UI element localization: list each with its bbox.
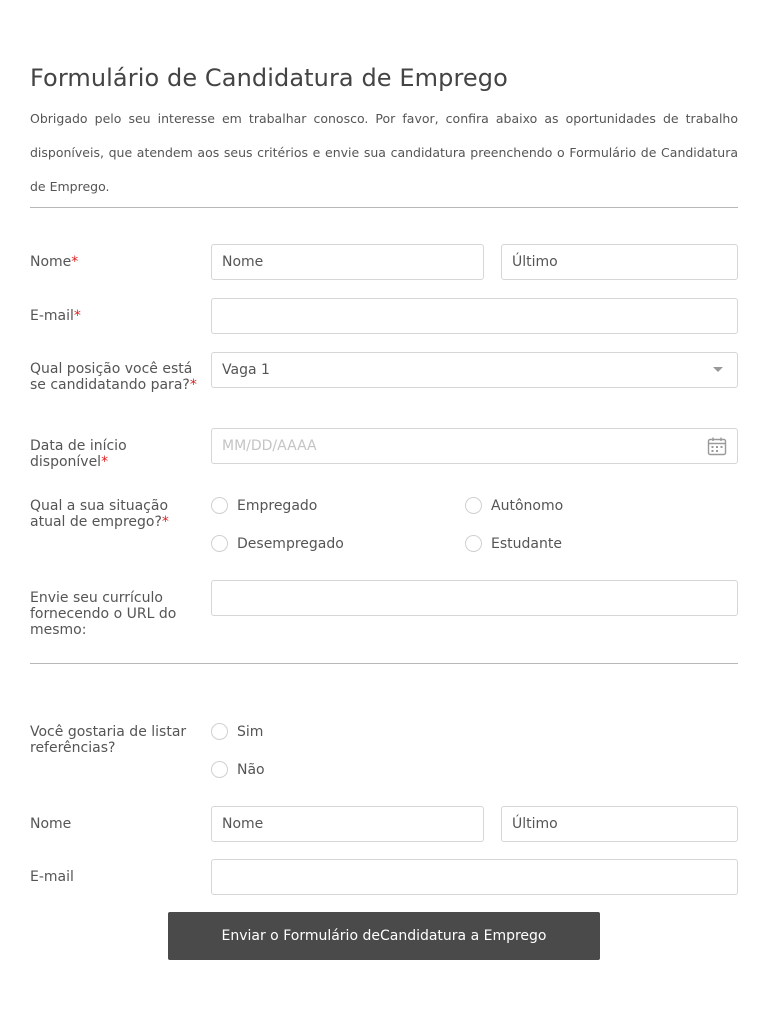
- radio-circle[interactable]: [465, 497, 482, 514]
- email-label: E-mail*: [30, 308, 81, 324]
- position-selected-value: Vaga 1: [222, 362, 270, 378]
- radio-autonomo[interactable]: Autônomo: [465, 497, 563, 514]
- email-input[interactable]: [211, 298, 738, 334]
- first-name-input[interactable]: Nome: [211, 244, 484, 280]
- ref-email-label: E-mail: [30, 869, 74, 885]
- last-name-input[interactable]: Último: [501, 244, 738, 280]
- start-date-placeholder: MM/DD/AAAA: [222, 438, 317, 454]
- radio-desempregado[interactable]: Desempregado: [211, 535, 344, 552]
- start-date-label: Data de início disponível*: [30, 438, 127, 470]
- required-mark: *: [73, 308, 81, 324]
- references-label: Você gostaria de listar referências?: [30, 724, 187, 756]
- resume-url-input[interactable]: [211, 580, 738, 616]
- section-divider: [30, 207, 738, 208]
- name-label: Nome*: [30, 254, 79, 270]
- calendar-icon[interactable]: [707, 436, 727, 456]
- radio-empregado[interactable]: Empregado: [211, 497, 317, 514]
- position-label: Qual posição você está se candidatando para?*: [30, 361, 197, 393]
- ref-first-name-input[interactable]: Nome: [211, 806, 484, 842]
- page-title: Formulário de Candidatura de Emprego: [30, 64, 508, 92]
- required-mark: *: [189, 377, 197, 393]
- ref-name-label: Nome: [30, 816, 72, 832]
- ref-last-name-input[interactable]: Último: [501, 806, 738, 842]
- position-select[interactable]: [211, 352, 738, 388]
- resume-label: Envie seu currículo fornecendo o URL do mesmo:: [30, 590, 177, 638]
- chevron-down-icon: [713, 367, 723, 372]
- submit-button[interactable]: Enviar o Formulário deCandidatura a Emprego: [168, 912, 600, 960]
- required-mark: *: [161, 514, 169, 530]
- radio-circle[interactable]: [211, 497, 228, 514]
- required-mark: *: [71, 254, 79, 270]
- radio-sim[interactable]: Sim: [211, 723, 263, 740]
- radio-estudante[interactable]: Estudante: [465, 535, 562, 552]
- radio-nao[interactable]: Não: [211, 761, 265, 778]
- ref-email-input[interactable]: [211, 859, 738, 895]
- radio-circle[interactable]: [211, 723, 228, 740]
- intro-text: Obrigado pelo seu interesse em trabalhar conosco. Por favor, confira abaixo as oportunidades de trabalho disponíveis, que atendem aos seus critérios e envie sua candidatura preenchendo o Formulário de Candidatura de Emprego.: [30, 111, 738, 194]
- radio-circle[interactable]: [465, 535, 482, 552]
- section-divider: [30, 663, 738, 664]
- start-date-input[interactable]: [211, 428, 738, 464]
- radio-circle[interactable]: [211, 535, 228, 552]
- required-mark: *: [101, 454, 109, 470]
- radio-circle[interactable]: [211, 761, 228, 778]
- employment-label: Qual a sua situação atual de emprego?*: [30, 498, 169, 530]
